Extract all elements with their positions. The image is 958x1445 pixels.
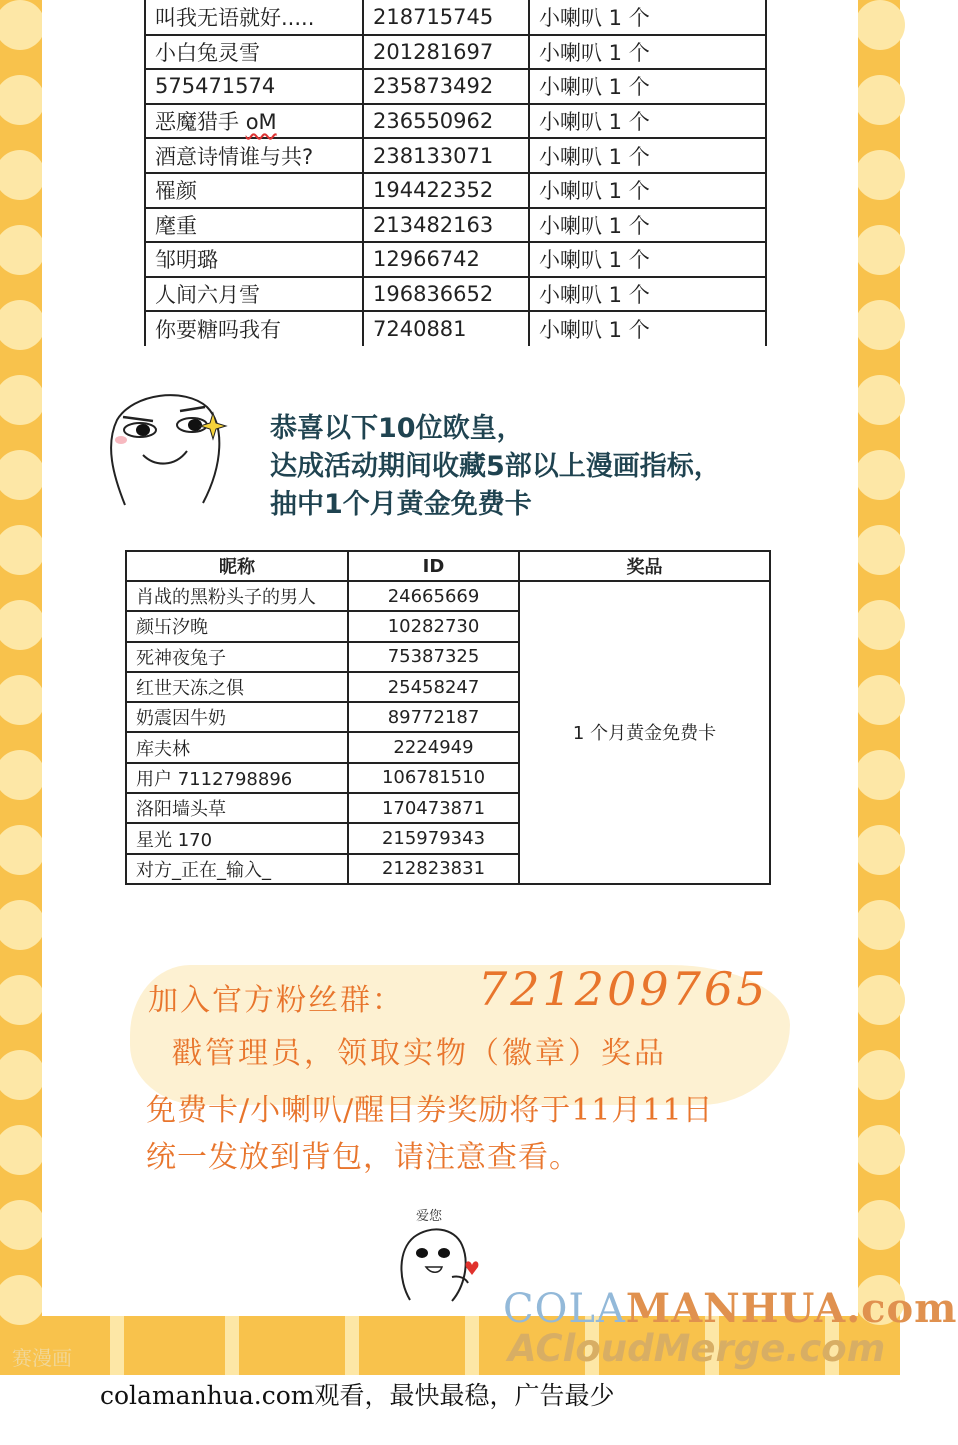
frame-scallop xyxy=(0,1125,45,1175)
cell-id: 218715745 xyxy=(363,0,529,35)
cell-id: 213482163 xyxy=(363,208,529,243)
cell-prize: 小喇叭 1 个 xyxy=(529,242,766,277)
congratulation-headline xyxy=(270,410,810,524)
trumpet-winners-table xyxy=(144,0,767,346)
frame-scallop xyxy=(0,450,45,500)
cell-prize: 1 个月黄金免费卡 xyxy=(519,581,770,884)
smug-face-mascot xyxy=(95,385,235,515)
cell-id: 215979343 xyxy=(348,823,519,853)
cell-prize: 小喇叭 1 个 xyxy=(529,311,766,346)
frame-scallop xyxy=(0,825,45,875)
cell-id: 89772187 xyxy=(348,702,519,732)
cell-id: 194422352 xyxy=(363,173,529,208)
cell-nickname: 用户 7112798896 xyxy=(126,763,348,793)
table-row xyxy=(145,35,766,70)
cell-id: 212823831 xyxy=(348,854,519,884)
header-nickname: 昵称 xyxy=(126,551,348,581)
cell-id: 170473871 xyxy=(348,793,519,823)
cell-prize: 小喇叭 1 个 xyxy=(529,138,766,173)
frame-scallop xyxy=(0,525,45,575)
frame-scallop xyxy=(0,0,45,50)
delivery-notice-line-1: 免费卡/小喇叭/醒目券奖励将于11月11日 xyxy=(146,1093,714,1128)
love-label: 爱您 xyxy=(416,1209,443,1224)
frame-stripe xyxy=(225,1315,239,1375)
frame-scallop xyxy=(0,1050,45,1100)
table-row xyxy=(145,69,766,104)
cell-nickname: 奶震因牛奶 xyxy=(126,702,348,732)
cell-id: 235873492 xyxy=(363,69,529,104)
frame-scallop xyxy=(855,525,905,575)
cell-prize: 小喇叭 1 个 xyxy=(529,277,766,312)
love-mascot xyxy=(392,1225,487,1305)
cell-prize: 小喇叭 1 个 xyxy=(529,104,766,139)
frame-scallop xyxy=(855,75,905,125)
header-prize: 奖品 xyxy=(519,551,770,581)
frame-scallop xyxy=(855,825,905,875)
frame-scallop xyxy=(855,900,905,950)
cell-id: 2224949 xyxy=(348,732,519,762)
table-row xyxy=(145,173,766,208)
cell-nickname: 小白兔灵雪 xyxy=(145,35,363,70)
frame-scallop xyxy=(855,300,905,350)
table-row xyxy=(145,0,766,35)
frame-scallop xyxy=(855,375,905,425)
frame-scallop xyxy=(855,1125,905,1175)
cell-prize: 小喇叭 1 个 xyxy=(529,69,766,104)
table-row xyxy=(145,138,766,173)
cell-nickname: 酒意诗情谁与共? xyxy=(145,138,363,173)
gold-card-winners-table xyxy=(125,550,771,885)
frame-scallop xyxy=(855,1200,905,1250)
cell-nickname: 恶魔猎手 oM xyxy=(145,104,363,139)
cell-id: 24665669 xyxy=(348,581,519,611)
cell-id: 236550962 xyxy=(363,104,529,139)
frame-scallop xyxy=(855,750,905,800)
table-row xyxy=(145,242,766,277)
frame-scallop xyxy=(0,75,45,125)
table-row xyxy=(145,311,766,346)
cell-nickname: 罹颜 xyxy=(145,173,363,208)
frame-scallop xyxy=(0,375,45,425)
cell-id: 106781510 xyxy=(348,763,519,793)
table-row xyxy=(145,277,766,312)
cell-prize: 小喇叭 1 个 xyxy=(529,173,766,208)
table-row xyxy=(145,208,766,243)
cell-prize: 小喇叭 1 个 xyxy=(529,208,766,243)
frame-stripe xyxy=(345,1315,359,1375)
frame-scallop xyxy=(0,225,45,275)
colamanhua-watermark xyxy=(503,1285,958,1332)
frame-scallop xyxy=(855,450,905,500)
header-id: ID xyxy=(348,551,519,581)
frame-scallop xyxy=(855,600,905,650)
cell-nickname: 红世天冻之俱 xyxy=(126,672,348,702)
frame-stripe xyxy=(465,1315,479,1375)
frame-scallop xyxy=(0,1275,45,1325)
table-row xyxy=(126,581,770,611)
cell-nickname: 你要糖吗我有 xyxy=(145,311,363,346)
frame-scallop xyxy=(855,225,905,275)
frame-scallop xyxy=(0,675,45,725)
cell-prize: 小喇叭 1 个 xyxy=(529,0,766,35)
cell-id: 75387325 xyxy=(348,642,519,672)
cell-nickname: 麾重 xyxy=(145,208,363,243)
gold-card-winners-body xyxy=(126,581,770,884)
cell-nickname: 洛阳墙头草 xyxy=(126,793,348,823)
frame-scallop xyxy=(855,150,905,200)
cell-nickname: 肖战的黑粉头子的男人 xyxy=(126,581,348,611)
cell-nickname: 人间六月雪 xyxy=(145,277,363,312)
cell-nickname: 575471574 xyxy=(145,69,363,104)
table-row xyxy=(145,104,766,139)
watermark-manhua: MANHUA.com xyxy=(625,1285,958,1332)
frame-scallop xyxy=(0,900,45,950)
cell-nickname: 颜卐汐晚 xyxy=(126,611,348,641)
cell-id: 201281697 xyxy=(363,35,529,70)
frame-scallop xyxy=(855,675,905,725)
admin-instruction: 戳管理员，领取实物（徽章）奖品 xyxy=(172,1036,667,1071)
watermark-cola: COLA xyxy=(503,1286,626,1332)
spellcheck-underline: oM xyxy=(245,110,277,135)
cell-prize: 小喇叭 1 个 xyxy=(529,35,766,70)
cell-id: 12966742 xyxy=(363,242,529,277)
frame-scallop xyxy=(855,1050,905,1100)
frame-scallop xyxy=(855,975,905,1025)
cell-id: 7240881 xyxy=(363,311,529,346)
headline-line-2: 达成活动期间收藏5部以上漫画指标， xyxy=(270,451,721,482)
frame-scallop xyxy=(0,975,45,1025)
cell-id: 196836652 xyxy=(363,277,529,312)
fan-group-number: 721209765 xyxy=(478,962,769,1016)
frame-stripe xyxy=(110,1315,124,1375)
footer-text: colamanhua.com观看，最快最稳，广告最少 xyxy=(100,1381,615,1410)
table-header-row xyxy=(126,551,770,581)
faint-logo-watermark: 赛漫画 xyxy=(12,1346,72,1370)
frame-scallop xyxy=(0,600,45,650)
cell-nickname: 对方_正在_输入_ xyxy=(126,854,348,884)
frame-scallop xyxy=(0,750,45,800)
cell-nickname: 库夫林 xyxy=(126,732,348,762)
headline-line-1: 恭喜以下10位欧皇， xyxy=(270,413,524,444)
fan-group-label: 加入官方粉丝群： xyxy=(148,983,404,1018)
headline-line-3: 抽中1个月黄金免费卡 xyxy=(270,489,532,520)
acloudmerge-watermark: ACloudMerge.com xyxy=(508,1327,886,1370)
frame-scallop xyxy=(0,150,45,200)
trumpet-winners-body xyxy=(145,0,766,346)
cell-id: 25458247 xyxy=(348,672,519,702)
frame-scallop xyxy=(0,300,45,350)
delivery-notice-line-2: 统一发放到背包，请注意查看。 xyxy=(146,1140,580,1175)
frame-scallop xyxy=(0,1200,45,1250)
cell-nickname: 星光 170 xyxy=(126,823,348,853)
cell-nickname: 叫我无语就好..... xyxy=(145,0,363,35)
cell-id: 10282730 xyxy=(348,611,519,641)
cell-id: 238133071 xyxy=(363,138,529,173)
cell-nickname: 死神夜兔子 xyxy=(126,642,348,672)
cell-nickname: 邹明璐 xyxy=(145,242,363,277)
frame-scallop xyxy=(855,0,905,50)
